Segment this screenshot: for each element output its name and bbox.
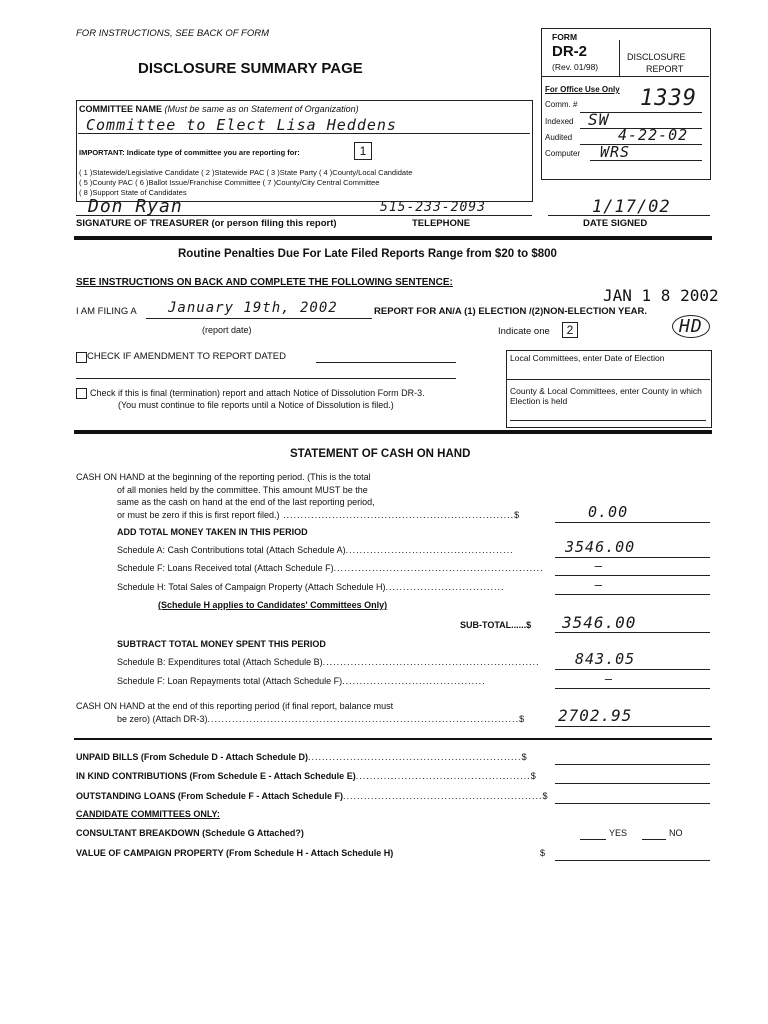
amendment-extra-line [76,378,456,379]
schedule-a-line [555,557,710,558]
consultant-no-label: NO [669,828,683,838]
schedule-h-label: Schedule H: Total Sales of Campaign Property (Attach Schedule H) [117,582,386,592]
add-heading: ADD TOTAL MONEY TAKEN IN THIS PERIOD [117,527,308,537]
committee-name-heading [79,104,359,114]
computer-label: Computer [545,149,581,158]
schedule-f-repay-line [555,688,710,689]
report-type-line2: REPORT [646,64,684,74]
local-election-divider [506,379,710,380]
campaign-property-line[interactable] [555,860,710,861]
in-kind-row: IN KIND CONTRIBUTIONS (From Schedule E - Attach Schedule E)..................................................$ [76,771,536,781]
treasurer-signature: Don Ryan [88,196,183,217]
schedule-h-note: (Schedule H applies to Candidates' Committees Only) [158,600,388,610]
campaign-property-label: VALUE OF CAMPAIGN PROPERTY (From Schedule H - Attach Schedule H) [76,848,394,858]
schedule-a-row: Schedule A: Cash Contributions total (Attach Schedule A)................................................ [117,545,514,555]
date-signed-value[interactable]: 1/17/02 [592,197,671,217]
report-for-text: REPORT FOR AN/A (1) ELECTION /(2)NON-ELECTION YEAR. [374,306,648,317]
important-label: IMPORTANT: [79,148,125,157]
end-line1: CASH ON HAND at the end of this reporting period (if final report, balance must [76,701,394,711]
audited-line [580,144,702,145]
computer-value: WRS [600,143,631,161]
top-rule [74,236,712,240]
committee-name-line [78,133,530,134]
form-box-divider [541,76,709,77]
committee-name-note: (Must be same as on Statement of Organization) [164,104,359,114]
i-am-filing-label: I AM FILING A [76,306,137,317]
audited-label: Audited [545,133,573,142]
schedule-f-repay-row: Schedule F: Loan Repayments total (Attach Schedule F)......................................... [117,676,486,686]
telephone-value[interactable]: 515-233-2093 [380,200,486,215]
report-date-caption: (report date) [202,325,252,335]
outstanding-loans-row: OUTSTANDING LOANS (From Schedule F - Attach Schedule F).........................................................$ [76,791,548,801]
committee-types-line2: ( 5 )County PAC ( 6 )Ballot Issue/Franchise Committee ( 7 )County/City Central Committee [79,178,380,187]
unpaid-bills-label: UNPAID BILLS (From Schedule D - Attach Schedule D) [76,752,309,762]
indexed-value: SW [588,110,610,129]
unpaid-bills-row: UNPAID BILLS (From Schedule D - Attach Schedule D).............................................................$ [76,752,527,762]
in-kind-line[interactable] [555,783,710,784]
schedule-b-line [555,669,710,670]
end-value[interactable]: 2702.95 [558,706,633,725]
consultant-no-line[interactable] [642,839,666,840]
treasurer-label: SIGNATURE OF TREASURER (or person filing this report) [76,218,337,229]
schedule-h-line [555,594,710,595]
schedule-f-repay-value[interactable]: — [605,672,614,686]
committee-types-line3: ( 8 )Support State of Candidates [79,188,187,197]
form-revision: (Rev. 01/98) [552,62,599,72]
report-date-line [146,318,372,319]
schedule-f-loans-line [555,575,710,576]
schedule-b-value[interactable]: 843.05 [575,650,636,668]
final-report-text: Check if this is final (termination) report and attach Notice of Dissolution Form DR-3. [90,388,425,398]
form-label: FORM [552,32,578,42]
subtotal-label: SUB-TOTAL......$ [460,620,532,630]
consultant-label: CONSULTANT BREAKDOWN (Schedule G Attached?) [76,828,304,838]
schedule-a-value[interactable]: 3546.00 [565,538,636,556]
schedule-f-loans-label: Schedule F: Loans Received total (Attach Schedule F) [117,563,334,573]
initials-mark: HD [672,315,710,338]
schedule-b-row: Schedule B: Expenditures total (Attach Schedule B).............................................................. [117,657,540,667]
end-line [555,726,710,727]
comm-label: Comm. # [545,100,578,109]
committee-name-label: COMMITTEE NAME [79,104,162,114]
outstanding-loans-label: OUTSTANDING LOANS (From Schedule F - Attach Schedule F) [76,791,344,801]
form-number: DR-2 [552,43,588,60]
schedule-f-loans-row: Schedule F: Loans Received total (Attach Schedule F)............................................................ [117,563,544,573]
received-stamp: JAN 1 8 2002 [603,286,719,305]
beginning-line4: or must be zero if this is first report filed.) ..................................................................$ [117,510,521,520]
county-line [510,420,706,421]
unpaid-bills-line[interactable] [555,764,710,765]
beginning-line2: of all monies held by the committee. This amount MUST be the [117,485,368,495]
amendment-date-line [316,362,456,363]
cash-heading: STATEMENT OF CASH ON HAND [290,448,471,460]
date-signed-label: DATE SIGNED [583,218,648,229]
schedule-f-repay-label: Schedule F: Loan Repayments total (Attach Schedule F) [117,676,343,686]
beginning-line1: CASH ON HAND at the beginning of the reporting period. (This is the total [76,472,371,482]
indicate-one-label: Indicate one [498,326,550,337]
end-line2-row: be zero) (Attach DR-3).........................................................................................$ [117,714,526,724]
report-type-line1: DISCLOSURE [627,52,686,62]
unpaid-bills-dollar: $ [521,752,527,762]
candidate-only-heading: CANDIDATE COMMITTEES ONLY: [76,809,220,819]
form-box-vdivider [619,40,620,76]
final-report-checkbox[interactable] [76,388,87,399]
see-instructions: SEE INSTRUCTIONS ON BACK AND COMPLETE THE FOLLOWING SENTENCE: [76,277,453,288]
committee-name-value[interactable]: Committee to Elect Lisa Heddens [86,116,397,134]
instructions-note: FOR INSTRUCTIONS, SEE BACK OF FORM [76,28,270,39]
outstanding-loans-dollar: $ [542,791,548,801]
important-note [79,148,300,157]
consultant-yes-line[interactable] [580,839,606,840]
beginning-line [555,522,710,523]
schedule-b-label: Schedule B: Expenditures total (Attach Schedule B) [117,657,323,667]
amendment-checkbox[interactable] [76,352,87,363]
signature-line [76,215,532,216]
indexed-label: Indexed [545,117,574,126]
in-kind-dollar: $ [530,771,536,781]
final-report-note: (You must continue to file reports until a Notice of Dissolution is filed.) [118,400,394,410]
comm-value: 1339 [640,86,697,111]
beginning-line4-text: or must be zero if this is first report filed.) [117,510,280,520]
middle-rule [74,430,712,434]
bottom-rule [74,738,712,740]
schedule-h-value[interactable]: — [595,578,604,592]
subtotal-line [555,632,710,633]
penalties-notice: Routine Penalties Due For Late Filed Reports Range from $20 to $800 [178,248,557,260]
committee-types-line1: ( 1 )Statewide/Legislative Candidate ( 2 )Statewide PAC ( 3 )State Party ( 4 )County/Local Candidate [79,168,413,177]
subtract-heading: SUBTRACT TOTAL MONEY SPENT THIS PERIOD [117,639,326,649]
schedule-h-row: Schedule H: Total Sales of Campaign Property (Attach Schedule H).................................. [117,582,505,592]
important-text: Indicate type of committee you are reporting for: [126,148,300,157]
committee-type-box[interactable]: 1 [354,142,372,160]
page-title: DISCLOSURE SUMMARY PAGE [138,60,363,77]
consultant-yes-label: YES [609,828,628,838]
schedule-a-label: Schedule A: Cash Contributions total (Attach Schedule A) [117,545,346,555]
amendment-label: CHECK IF AMENDMENT TO REPORT DATED [87,351,287,362]
in-kind-label: IN KIND CONTRIBUTIONS (From Schedule E - Attach Schedule E) [76,771,356,781]
schedule-f-loans-value[interactable]: — [595,559,604,573]
audited-value: 4-22-02 [618,126,689,144]
subtotal-value[interactable]: 3546.00 [562,613,637,632]
indicate-one-box[interactable]: 2 [562,322,578,338]
county-committees-label: County & Local Committees, enter County in which Election is held [510,386,702,406]
campaign-property-dollar: $ [540,848,546,858]
local-committees-label: Local Committees, enter Date of Election [510,353,665,363]
report-date-value[interactable]: January 19th, 2002 [168,300,338,316]
office-use-heading: For Office Use Only [545,85,620,94]
beginning-value[interactable]: 0.00 [588,503,629,521]
outstanding-loans-line[interactable] [555,803,710,804]
end-line2: be zero) (Attach DR-3) [117,714,208,724]
beginning-line3: same as the cash on hand at the end of the last reporting period, [117,497,375,507]
telephone-label: TELEPHONE [412,218,471,229]
